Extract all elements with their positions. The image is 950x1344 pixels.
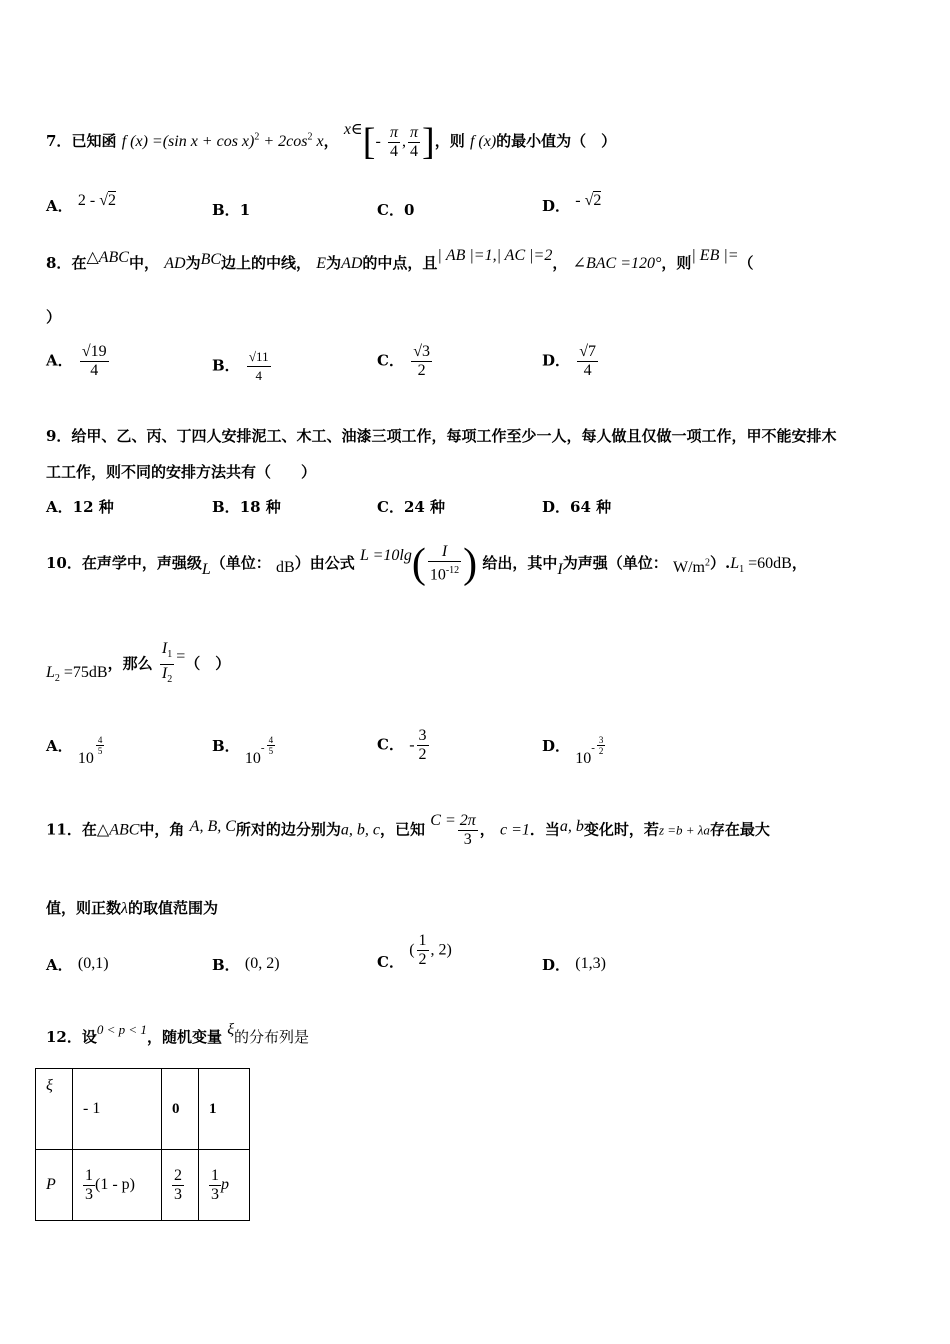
question-12: 12．设0 < p < 1，随机变量 ξ的分布列是 (46, 1021, 310, 1046)
table-header-1: 1 (199, 1069, 250, 1150)
q7-option-d[interactable]: D． - √2 (542, 192, 602, 215)
table-header-neg1: - 1 (73, 1069, 162, 1150)
q8-option-d[interactable]: D． $\frac{√7}{4}$ (542, 343, 597, 379)
q8-option-c[interactable]: C． $\frac{√3}{2}$ (377, 343, 430, 379)
question-11: 11．在△ABC中，角 A, B, C所对的边分别为a, b, c，已知 C = $\frac{2\pi}{3}$ ， c =1．当a, b变化时，若z =b + λa存在最大 (46, 811, 770, 848)
table-cell-p-neg1: $\frac{1}{3}$ (1 - p) (73, 1150, 162, 1221)
q11-option-a[interactable]: A． (0,1) (46, 955, 109, 974)
q9-option-c[interactable]: C．24 种 (377, 498, 446, 516)
q7-option-b[interactable]: B．1 (212, 201, 251, 219)
q8-option-a[interactable]: A． $\frac{√19}{4}$ (46, 343, 107, 379)
q7-option-a[interactable]: A． 2 - √2 (46, 192, 116, 215)
question-10-line2: $L_2 =75dB$，那么 $\frac{I_1}{I_2}$ =（ ） (46, 640, 231, 686)
table-cell-p-0: $\frac{2}{3}$ (162, 1150, 199, 1221)
question-8: 8．在△ABC中， AD为BC边上的中线， E为AD的中点，且| AB |=1,| AC |=2， ∠BAC =120°，则| EB |=（ (46, 247, 754, 272)
question-7: 7．已知函 f (x) =(sin $x + \cos x)^2 + 2\cos^2$ x， x∈[- $\frac{\pi}{4}$ , $\frac{\pi}{4}$ ]，则 f (x)的最小值为（ ） (46, 121, 617, 163)
question-8-close: ） (46, 308, 62, 326)
q10-option-b[interactable]: B． 10- $\frac{4}{5}$ (212, 735, 274, 767)
question-10: 10．在声学中，声强级L（单位： dB）由公式 L =10lg( $\frac{I}{10^{-12}}$ ) 给出，其中I为声强（单位： $W/m^2).L_1 =60dB$， (46, 541, 807, 587)
table-header-xi: ξ (36, 1069, 73, 1150)
q9-option-b[interactable]: B．18 种 (212, 498, 281, 516)
table-label-p: P (36, 1150, 73, 1221)
question-9-line2: 工工作，则不同的安排方法共有（ ） (46, 463, 317, 481)
q10-option-d[interactable]: D． 10- $\frac{3}{2}$ (542, 735, 604, 767)
q7-option-c[interactable]: C．0 (377, 201, 415, 219)
question-11-line2: 值，则正数λ的取值范围为 (46, 899, 218, 917)
q7-function: f (x) =(sin $x + \cos x)^2 + 2\cos^2$ x (121, 131, 324, 150)
q7-pi-4: $\frac{\pi}{4}$ (410, 123, 419, 160)
q10-option-c[interactable]: C． - $\frac{3}{2}$ (377, 727, 427, 763)
q10-option-a[interactable]: A． 10 $\frac{4}{5}$ (46, 735, 103, 767)
table-header-0: 0 (162, 1069, 199, 1150)
distribution-table (35, 1068, 250, 1221)
question-9-line1: 9．给甲、乙、丙、丁四人安排泥工、木工、油漆三项工作，每项工作至少一人，每人做且仅做一项工作，甲不能安排木 (46, 427, 837, 445)
q7-number: 7． (46, 132, 72, 150)
q8-option-b[interactable]: B． $\frac{√11}{4}$ (212, 349, 269, 383)
q7-neg-pi-4: $\frac{\pi}{4}$ (390, 123, 399, 160)
q9-option-d[interactable]: D．64 种 (542, 498, 612, 516)
q7-domain: x∈ (343, 121, 363, 138)
q11-option-b[interactable]: B． (0, 2) (212, 955, 280, 974)
table-cell-p-1: $\frac{1}{3}$ p (199, 1150, 250, 1221)
q11-option-c[interactable]: C． ( $\frac{1}{2}$ , 2) (377, 932, 452, 971)
q9-option-a[interactable]: A．12 种 (46, 498, 114, 516)
q11-option-d[interactable]: D． (1,3) (542, 955, 606, 974)
